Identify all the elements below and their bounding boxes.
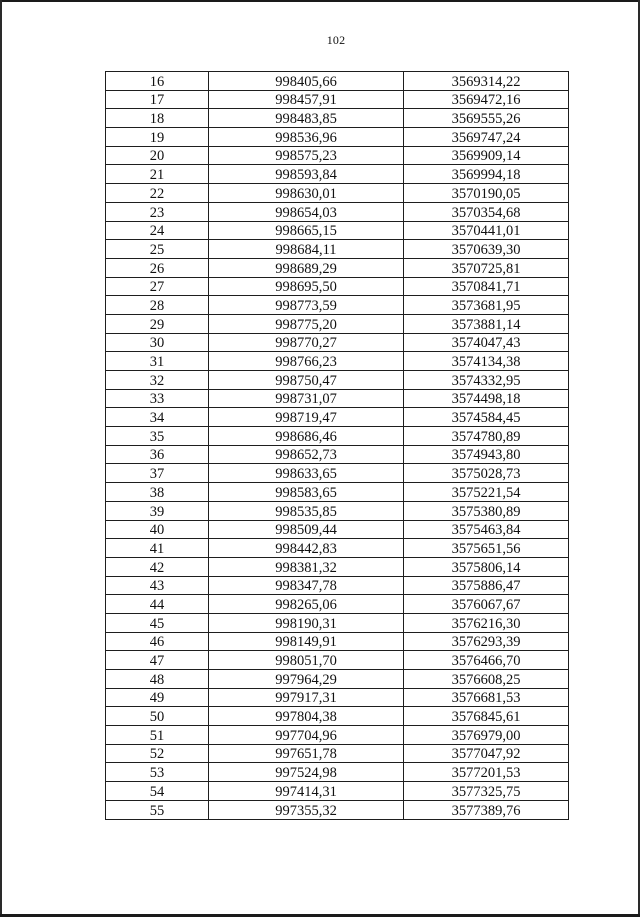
table-row xyxy=(106,202,569,221)
table-row xyxy=(106,109,569,128)
table-row xyxy=(106,707,569,726)
table-row xyxy=(106,520,569,539)
x-coordinate-cell: 998684,11 xyxy=(209,240,404,259)
x-coordinate-cell: 998457,91 xyxy=(209,90,404,109)
table-row xyxy=(106,165,569,184)
table-row xyxy=(106,464,569,483)
y-coordinate-cell: 3577389,76 xyxy=(404,800,569,819)
x-coordinate-cell: 997964,29 xyxy=(209,670,404,689)
x-coordinate-cell: 998575,23 xyxy=(209,146,404,165)
x-coordinate-cell: 997651,78 xyxy=(209,744,404,763)
point-number-cell: 50 xyxy=(106,707,209,726)
table-row xyxy=(106,72,569,91)
table-row xyxy=(106,427,569,446)
x-coordinate-cell: 998536,96 xyxy=(209,128,404,147)
x-coordinate-cell: 998405,66 xyxy=(209,72,404,91)
point-number-cell: 33 xyxy=(106,389,209,408)
x-coordinate-cell: 998051,70 xyxy=(209,651,404,670)
y-coordinate-cell: 3575806,14 xyxy=(404,557,569,576)
y-coordinate-cell: 3569472,16 xyxy=(404,90,569,109)
x-coordinate-cell: 998381,32 xyxy=(209,557,404,576)
point-number-cell: 42 xyxy=(106,557,209,576)
x-coordinate-cell: 998686,46 xyxy=(209,427,404,446)
table-row xyxy=(106,595,569,614)
table-row xyxy=(106,408,569,427)
x-coordinate-cell: 997414,31 xyxy=(209,782,404,801)
y-coordinate-cell: 3576845,61 xyxy=(404,707,569,726)
coordinates-table xyxy=(105,71,569,820)
point-number-cell: 25 xyxy=(106,240,209,259)
x-coordinate-cell: 998633,65 xyxy=(209,464,404,483)
x-coordinate-cell: 998535,85 xyxy=(209,501,404,520)
y-coordinate-cell: 3574332,95 xyxy=(404,371,569,390)
table-row xyxy=(106,352,569,371)
y-coordinate-cell: 3569314,22 xyxy=(404,72,569,91)
x-coordinate-cell: 997804,38 xyxy=(209,707,404,726)
table-row xyxy=(106,296,569,315)
point-number-cell: 20 xyxy=(106,146,209,165)
table-row xyxy=(106,258,569,277)
x-coordinate-cell: 998265,06 xyxy=(209,595,404,614)
y-coordinate-cell: 3575886,47 xyxy=(404,576,569,595)
x-coordinate-cell: 998750,47 xyxy=(209,371,404,390)
point-number-cell: 29 xyxy=(106,314,209,333)
y-coordinate-cell: 3569909,14 xyxy=(404,146,569,165)
y-coordinate-cell: 3569994,18 xyxy=(404,165,569,184)
point-number-cell: 55 xyxy=(106,800,209,819)
x-coordinate-cell: 998695,50 xyxy=(209,277,404,296)
y-coordinate-cell: 3577047,92 xyxy=(404,744,569,763)
x-coordinate-cell: 998731,07 xyxy=(209,389,404,408)
y-coordinate-cell: 3570841,71 xyxy=(404,277,569,296)
point-number-cell: 54 xyxy=(106,782,209,801)
point-number-cell: 30 xyxy=(106,333,209,352)
y-coordinate-cell: 3574584,45 xyxy=(404,408,569,427)
table-row xyxy=(106,445,569,464)
table-row xyxy=(106,128,569,147)
y-coordinate-cell: 3574780,89 xyxy=(404,427,569,446)
point-number-cell: 22 xyxy=(106,184,209,203)
x-coordinate-cell: 998630,01 xyxy=(209,184,404,203)
table-row xyxy=(106,371,569,390)
table-row xyxy=(106,277,569,296)
point-number-cell: 17 xyxy=(106,90,209,109)
y-coordinate-cell: 3576979,00 xyxy=(404,726,569,745)
point-number-cell: 19 xyxy=(106,128,209,147)
point-number-cell: 39 xyxy=(106,501,209,520)
x-coordinate-cell: 998483,85 xyxy=(209,109,404,128)
y-coordinate-cell: 3569747,24 xyxy=(404,128,569,147)
x-coordinate-cell: 998442,83 xyxy=(209,539,404,558)
point-number-cell: 45 xyxy=(106,613,209,632)
x-coordinate-cell: 998190,31 xyxy=(209,613,404,632)
y-coordinate-cell: 3576293,39 xyxy=(404,632,569,651)
y-coordinate-cell: 3575463,84 xyxy=(404,520,569,539)
table-row xyxy=(106,688,569,707)
table-row xyxy=(106,483,569,502)
x-coordinate-cell: 998509,44 xyxy=(209,520,404,539)
table-row xyxy=(106,501,569,520)
point-number-cell: 38 xyxy=(106,483,209,502)
point-number-cell: 49 xyxy=(106,688,209,707)
point-number-cell: 34 xyxy=(106,408,209,427)
y-coordinate-cell: 3575380,89 xyxy=(404,501,569,520)
point-number-cell: 16 xyxy=(106,72,209,91)
table-row xyxy=(106,333,569,352)
x-coordinate-cell: 998770,27 xyxy=(209,333,404,352)
y-coordinate-cell: 3570441,01 xyxy=(404,221,569,240)
table-row xyxy=(106,726,569,745)
table-row xyxy=(106,670,569,689)
x-coordinate-cell: 998689,29 xyxy=(209,258,404,277)
y-coordinate-cell: 3573881,14 xyxy=(404,314,569,333)
point-number-cell: 18 xyxy=(106,109,209,128)
y-coordinate-cell: 3576608,25 xyxy=(404,670,569,689)
table-row xyxy=(106,651,569,670)
y-coordinate-cell: 3574943,80 xyxy=(404,445,569,464)
point-number-cell: 47 xyxy=(106,651,209,670)
x-coordinate-cell: 997917,31 xyxy=(209,688,404,707)
y-coordinate-cell: 3573681,95 xyxy=(404,296,569,315)
table-row xyxy=(106,221,569,240)
point-number-cell: 53 xyxy=(106,763,209,782)
point-number-cell: 35 xyxy=(106,427,209,446)
point-number-cell: 27 xyxy=(106,277,209,296)
x-coordinate-cell: 998665,15 xyxy=(209,221,404,240)
point-number-cell: 41 xyxy=(106,539,209,558)
y-coordinate-cell: 3570725,81 xyxy=(404,258,569,277)
table-row xyxy=(106,782,569,801)
point-number-cell: 52 xyxy=(106,744,209,763)
x-coordinate-cell: 998775,20 xyxy=(209,314,404,333)
y-coordinate-cell: 3569555,26 xyxy=(404,109,569,128)
table-row xyxy=(106,744,569,763)
table-row xyxy=(106,557,569,576)
table-row xyxy=(106,539,569,558)
y-coordinate-cell: 3576216,30 xyxy=(404,613,569,632)
point-number-cell: 24 xyxy=(106,221,209,240)
page-number: 102 xyxy=(326,33,346,47)
y-coordinate-cell: 3570354,68 xyxy=(404,202,569,221)
x-coordinate-cell: 998719,47 xyxy=(209,408,404,427)
scan-border-top xyxy=(0,0,640,2)
x-coordinate-cell: 998593,84 xyxy=(209,165,404,184)
x-coordinate-cell: 997355,32 xyxy=(209,800,404,819)
table-row xyxy=(106,763,569,782)
point-number-cell: 46 xyxy=(106,632,209,651)
y-coordinate-cell: 3570639,30 xyxy=(404,240,569,259)
scan-border-left xyxy=(0,0,2,917)
y-coordinate-cell: 3577201,53 xyxy=(404,763,569,782)
x-coordinate-cell: 998766,23 xyxy=(209,352,404,371)
table-row xyxy=(106,90,569,109)
table-row xyxy=(106,184,569,203)
coordinates-table-body xyxy=(106,72,569,820)
point-number-cell: 51 xyxy=(106,726,209,745)
point-number-cell: 31 xyxy=(106,352,209,371)
point-number-cell: 32 xyxy=(106,371,209,390)
table-row xyxy=(106,240,569,259)
y-coordinate-cell: 3576681,53 xyxy=(404,688,569,707)
table-row xyxy=(106,314,569,333)
y-coordinate-cell: 3574498,18 xyxy=(404,389,569,408)
y-coordinate-cell: 3575028,73 xyxy=(404,464,569,483)
point-number-cell: 48 xyxy=(106,670,209,689)
table-row xyxy=(106,800,569,819)
table-row xyxy=(106,146,569,165)
x-coordinate-cell: 998773,59 xyxy=(209,296,404,315)
y-coordinate-cell: 3574134,38 xyxy=(404,352,569,371)
x-coordinate-cell: 998652,73 xyxy=(209,445,404,464)
x-coordinate-cell: 998583,65 xyxy=(209,483,404,502)
x-coordinate-cell: 997704,96 xyxy=(209,726,404,745)
table-row xyxy=(106,632,569,651)
y-coordinate-cell: 3575221,54 xyxy=(404,483,569,502)
table-row xyxy=(106,576,569,595)
y-coordinate-cell: 3577325,75 xyxy=(404,782,569,801)
x-coordinate-cell: 997524,98 xyxy=(209,763,404,782)
y-coordinate-cell: 3576466,70 xyxy=(404,651,569,670)
point-number-cell: 28 xyxy=(106,296,209,315)
y-coordinate-cell: 3570190,05 xyxy=(404,184,569,203)
table-row xyxy=(106,613,569,632)
point-number-cell: 43 xyxy=(106,576,209,595)
x-coordinate-cell: 998149,91 xyxy=(209,632,404,651)
point-number-cell: 26 xyxy=(106,258,209,277)
y-coordinate-cell: 3575651,56 xyxy=(404,539,569,558)
y-coordinate-cell: 3576067,67 xyxy=(404,595,569,614)
x-coordinate-cell: 998654,03 xyxy=(209,202,404,221)
table-row xyxy=(106,389,569,408)
point-number-cell: 21 xyxy=(106,165,209,184)
point-number-cell: 40 xyxy=(106,520,209,539)
point-number-cell: 36 xyxy=(106,445,209,464)
x-coordinate-cell: 998347,78 xyxy=(209,576,404,595)
point-number-cell: 44 xyxy=(106,595,209,614)
y-coordinate-cell: 3574047,43 xyxy=(404,333,569,352)
point-number-cell: 23 xyxy=(106,202,209,221)
point-number-cell: 37 xyxy=(106,464,209,483)
